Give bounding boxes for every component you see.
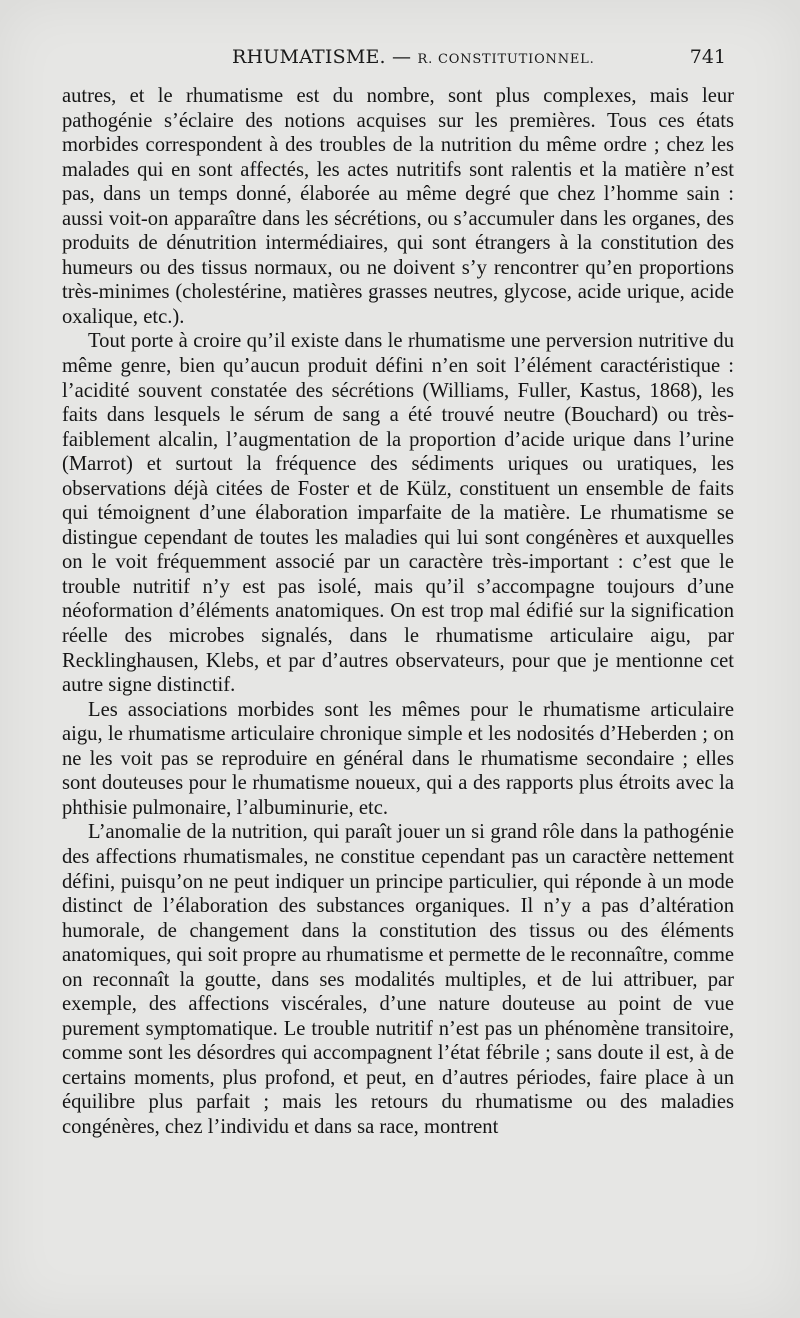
- page-number: 741: [689, 46, 726, 68]
- running-head-separator: —: [392, 46, 412, 68]
- paragraph-1: autres, et le rhumatisme est du nombre, sont plus complexes, mais leur pathogénie s’éclaire des notions acquises sur les premières. Tous ces états morbides correspondent à des troubles de la nutrition du même ordre ; chez les malades qui en sont affectés, les actes nutritifs sont ralentis et la matière n’est pas, dans un temps donné, élaborée au même degré que chez l’homme sain : aussi voit-on apparaître dans les sécrétions, ou s’accumuler dans les organes, des produits de dénutrition intermédiaires, qui sont étrangers à la constitution des humeurs ou des tissus normaux, ou ne doivent s’y rencontrer qu’en proportions très-minimes (cholestérine, matières grasses neutres, glycose, acide urique, acide oxalique, etc.).: [62, 85, 734, 328]
- page-header: [62, 44, 734, 78]
- running-head-subtitle: R. CONSTITUTIONNEL.: [417, 52, 595, 67]
- running-head: [232, 46, 595, 68]
- paragraph-3: Les associations morbides sont les mêmes pour le rhumatisme articulaire aigu, le rhumatisme articulaire chronique simple et les nodosités d’Heberden ; on ne les voit pas se reproduire en général dans le rhumatisme secondaire ; elles sont douteuses pour le rhumatisme noueux, qui a des rapports plus étroits avec la phthisie pulmonaire, l’albuminurie, etc.: [62, 698, 734, 819]
- body-text: [62, 84, 734, 1140]
- running-head-title: RHUMATISME.: [232, 46, 386, 68]
- paragraph-2: Tout porte à croire qu’il existe dans le rhumatisme une perversion nutritive du même genre, bien qu’aucun produit défini n’en soit l’élément caractéristique : l’acidité souvent constatée des sécrétions (Williams, Fuller, Kastus, 1868), les faits dans lesquels le sérum de sang a été trouvé neutre (Bouchard) ou très-faiblement alcalin, l’augmentation de la proportion d’acide urique dans l’urine (Marrot) et surtout la fréquence des sédiments uriques ou uratiques, les observations déjà citées de Foster et de Külz, constituent un ensemble de faits qui témoignent d’une élaboration imparfaite de la matière. Le rhumatisme se distingue cependant de toutes les maladies qui lui sont congénères et auxquelles on le voit fréquemment associé par un caractère très-important : c’est que le trouble nutritif n’y est pas isolé, mais qu’il s’accompagne toujours d’une néoformation d’éléments anatomiques. On est trop mal édifié sur la signification réelle des microbes signalés, dans le rhumatisme articulaire aigu, par Recklinghausen, Klebs, et par d’autres observateurs, pour que je mentionne cet autre signe distinctif.: [62, 330, 734, 697]
- paragraph-4: L’anomalie de la nutrition, qui paraît jouer un si grand rôle dans la pathogénie des affections rhumatismales, ne constitue cependant pas un caractère nettement défini, puisqu’on ne peut indiquer un principe particulier, qui réponde à un mode distinct de l’élaboration des substances organiques. Il n’y a pas d’altération humorale, de changement dans la constitution des tissus ou des éléments anatomiques, qui soit propre au rhumatisme et permette de le reconnaître, comme on reconnaît la goutte, dans ses modalités multiples, et de lui attribuer, par exemple, des affections viscérales, d’une nature douteuse au point de vue purement symptomatique. Le trouble nutritif n’est pas un phénomène transitoire, comme sont les désordres qui accompagnent l’état fébrile ; sans doute il est, à de certains moments, plus profond, et peut, en d’autres périodes, faire place à un équilibre plus parfait ; mais les retours du rhumatisme ou des maladies congénères, chez l’individu et dans sa race, montrent: [62, 821, 734, 1138]
